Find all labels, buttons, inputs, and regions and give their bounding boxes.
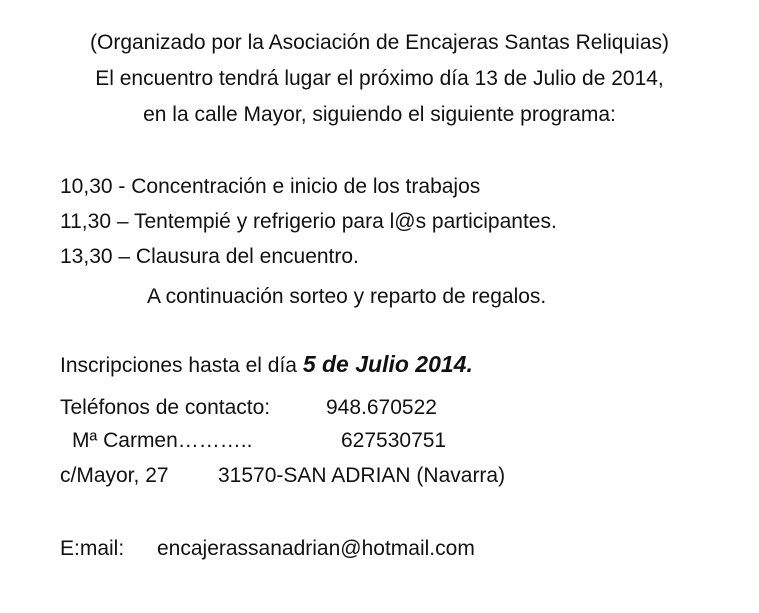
program-intro-line: en la calle Mayor, siguiendo el siguiente programa:: [143, 103, 616, 126]
phone-main: 948.670522: [326, 396, 437, 419]
address-street: c/Mayor, 27: [60, 464, 169, 487]
contact-person: Mª Carmen………..: [72, 429, 253, 452]
program-separator: –: [112, 245, 136, 268]
program-item: [60, 246, 359, 267]
program-text: Clausura del encuentro.: [135, 245, 359, 268]
contact-person-phone: 627530751: [341, 429, 447, 452]
phones-label: Teléfonos de contacto:: [60, 396, 271, 419]
program-text: Concentración e inicio de los trabajos: [131, 175, 481, 198]
program-time: 10,30: [60, 175, 113, 198]
program-time: 11,30: [60, 210, 111, 233]
program-separator: -: [112, 175, 132, 198]
program-separator: –: [111, 210, 134, 233]
organizer-line: (Organizado por la Asociación de Encajeras Santas Reliquias): [90, 31, 669, 54]
event-date-line: El encuentro tendrá lugar el próximo día 13 de Julio de 2014,: [95, 67, 664, 90]
registration-deadline: 5 de Julio 2014.: [302, 351, 473, 377]
program-item: [60, 211, 557, 232]
program-note: A continuación sorteo y reparto de regalos.: [147, 285, 547, 308]
address-city: 31570-SAN ADRIAN (Navarra): [218, 464, 506, 487]
program-time: 13,30: [60, 245, 113, 268]
registration-line: [60, 353, 473, 376]
registration-label: Inscripciones hasta el día: [60, 354, 303, 377]
program-item: [60, 176, 480, 197]
email-label: E:mail:: [60, 537, 125, 560]
email-address: encajerassanadrian@hotmail.com: [157, 537, 475, 560]
program-text: Tentempié y refrigerio para l@s participantes.: [133, 210, 557, 233]
